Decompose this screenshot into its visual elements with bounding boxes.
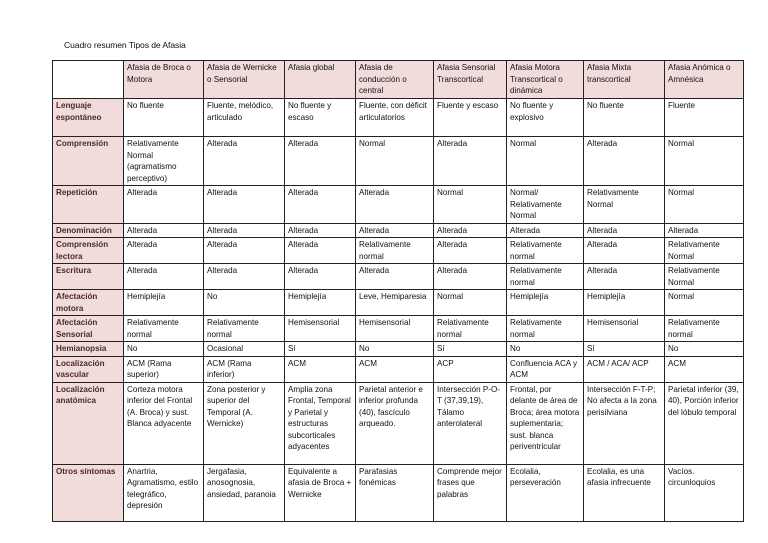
- table-cell: Relativamente normal: [507, 238, 584, 264]
- table-cell: Normal: [434, 186, 507, 224]
- row-header: Otros síntomas: [53, 464, 124, 521]
- table-cell: Normal/ Relativamente Normal: [507, 186, 584, 224]
- table-cell: Comprende mejor frases que palabras: [434, 464, 507, 521]
- table-cell: Confluencia ACA y ACM: [507, 356, 584, 382]
- table-cell: Alterada: [434, 137, 507, 186]
- table-row: [53, 238, 744, 264]
- page-title: Cuadro resumen Tipos de Afasia: [64, 40, 186, 50]
- table-cell: Corteza motora inferior del Frontal (A. Broca) y sust. Blanca adyacente: [124, 382, 204, 464]
- table-cell: Normal: [665, 290, 744, 316]
- table-row: [53, 342, 744, 357]
- table-cell: Normal: [665, 186, 744, 224]
- column-header: Afasia de conducción o central: [356, 61, 434, 99]
- table-cell: Relativamente normal: [665, 316, 744, 342]
- table-cell: Hemisensorial: [285, 316, 356, 342]
- table-row: [53, 264, 744, 290]
- table-cell: Alterada: [204, 264, 285, 290]
- table-cell: Alterada: [285, 264, 356, 290]
- table-cell: No fluente: [124, 99, 204, 137]
- table-cell: ACM (Rama superior): [124, 356, 204, 382]
- table-cell: Ecolalia, es una afasia infrecuente: [584, 464, 665, 521]
- table-cell: Sí: [285, 342, 356, 357]
- column-header: Afasia Mixta transcortical: [584, 61, 665, 99]
- table-cell: ACM (Rama inferior): [204, 356, 285, 382]
- table-cell: No fluente y explosivo: [507, 99, 584, 137]
- table-cell: Relativamente normal: [434, 316, 507, 342]
- column-header: Afasia de Wernicke o Sensorial: [204, 61, 285, 99]
- table-cell: Alterada: [584, 238, 665, 264]
- table-cell: Alterada: [584, 137, 665, 186]
- table-cell: Alterada: [584, 223, 665, 238]
- table-cell: Relativamente Normal: [584, 186, 665, 224]
- table-cell: Alterada: [124, 264, 204, 290]
- table-cell: Relativamente Normal (agramatismo perceptivo): [124, 137, 204, 186]
- table-cell: Alterada: [124, 223, 204, 238]
- table-cell: Alterada: [204, 186, 285, 224]
- table-cell: Parietal anterior e inferior profunda (40), fascículo arqueado.: [356, 382, 434, 464]
- table-cell: Parafasias fonémicas: [356, 464, 434, 521]
- table-cell: ACM: [356, 356, 434, 382]
- table-cell: ACP: [434, 356, 507, 382]
- table-cell: Relativamente normal: [356, 238, 434, 264]
- table-cell: Anartria, Agramatismo, estilo telegráfico, depresión: [124, 464, 204, 521]
- table-row: [53, 316, 744, 342]
- table-cell: Hemiplejía: [507, 290, 584, 316]
- row-header: Comprensión lectora: [53, 238, 124, 264]
- table-cell: Alterada: [356, 186, 434, 224]
- table-cell: ACM: [285, 356, 356, 382]
- table-cell: Sí: [434, 342, 507, 357]
- table-cell: Jergafasia, anosognosia, ansiedad, paranoia: [204, 464, 285, 521]
- row-header: Afectación Sensorial: [53, 316, 124, 342]
- table-cell: Alterada: [285, 137, 356, 186]
- column-header: Afasia Motora Transcortical o dinámica: [507, 61, 584, 99]
- table-cell: No: [124, 342, 204, 357]
- header-row: [53, 61, 744, 99]
- row-header: Lenguaje espontáneo: [53, 99, 124, 137]
- table-cell: Relativamente Normal: [665, 238, 744, 264]
- table-cell: Vacíos. circunloquios: [665, 464, 744, 521]
- column-header: Afasia global: [285, 61, 356, 99]
- table-cell: Alterada: [507, 223, 584, 238]
- table-cell: Equivalente a afasia de Broca + Wernicke: [285, 464, 356, 521]
- table-cell: Hemiplejía: [285, 290, 356, 316]
- table-cell: Alterada: [434, 223, 507, 238]
- table-cell: Hemiplejía: [584, 290, 665, 316]
- row-header: Localización anatómica: [53, 382, 124, 464]
- table-cell: No: [665, 342, 744, 357]
- table-cell: Alterada: [204, 137, 285, 186]
- table-cell: Alterada: [124, 186, 204, 224]
- table-row: [53, 382, 744, 464]
- table-cell: Ocasional: [204, 342, 285, 357]
- table-cell: Intersección F-T-P; No afecta a la zona perisilviana: [584, 382, 665, 464]
- table-cell: Relativamente normal: [507, 264, 584, 290]
- table-cell: Fluente: [665, 99, 744, 137]
- table-row: [53, 99, 744, 137]
- table-row: [53, 137, 744, 186]
- table-row: [53, 356, 744, 382]
- table-cell: Alterada: [204, 223, 285, 238]
- table-row: [53, 290, 744, 316]
- row-header: Localización vascular: [53, 356, 124, 382]
- table-cell: Hemisensorial: [584, 316, 665, 342]
- row-header: Repetición: [53, 186, 124, 224]
- table-cell: Alterada: [285, 223, 356, 238]
- table-cell: Alterada: [356, 223, 434, 238]
- table-cell: Parietal inferior (39, 40), Porción inferior del lóbulo temporal: [665, 382, 744, 464]
- column-header: Afasia Anómica o Amnésica: [665, 61, 744, 99]
- table-row: [53, 223, 744, 238]
- table-cell: Normal: [356, 137, 434, 186]
- table-cell: ACM / ACA/ ACP: [584, 356, 665, 382]
- corner-cell: [53, 61, 124, 99]
- table-cell: Alterada: [124, 238, 204, 264]
- table-cell: Amplia zona Frontal, Temporal y Parietal y estructuras subcorticales adyacentes: [285, 382, 356, 464]
- row-header: Escritura: [53, 264, 124, 290]
- table-cell: Relativamente normal: [204, 316, 285, 342]
- table-cell: Alterada: [665, 223, 744, 238]
- table-cell: Normal: [507, 137, 584, 186]
- table-cell: Sí: [584, 342, 665, 357]
- table-cell: No: [507, 342, 584, 357]
- table-cell: Alterada: [584, 264, 665, 290]
- table-cell: Intersección P-O-T (37,39,19), Tálamo anterolateral: [434, 382, 507, 464]
- table-cell: Zona posterior y superior del Temporal (A. Wernicke): [204, 382, 285, 464]
- table-cell: Hemisensorial: [356, 316, 434, 342]
- table-cell: No fluente y escaso: [285, 99, 356, 137]
- table-cell: Fluente, melódico, articulado: [204, 99, 285, 137]
- table-cell: Leve, Hemiparesia: [356, 290, 434, 316]
- table-row: [53, 464, 744, 521]
- row-header: Denominación: [53, 223, 124, 238]
- column-header: Afasia de Broca o Motora: [124, 61, 204, 99]
- table-cell: No fluente: [584, 99, 665, 137]
- aphasia-summary-table: [52, 60, 744, 522]
- table-cell: Alterada: [204, 238, 285, 264]
- column-header: Afasia Sensorial Transcortical: [434, 61, 507, 99]
- table-cell: Relativamente normal: [507, 316, 584, 342]
- table-cell: Alterada: [285, 238, 356, 264]
- table-cell: Alterada: [434, 264, 507, 290]
- table-cell: Fluente, con déficit articulatorios: [356, 99, 434, 137]
- table-cell: Alterada: [356, 264, 434, 290]
- row-header: Hemianopsia: [53, 342, 124, 357]
- table-cell: Alterada: [285, 186, 356, 224]
- table-cell: Frontal, por delante de área de Broca; área motora suplementaria; sust. blanca periventricular: [507, 382, 584, 464]
- table-cell: Ecolalia, perseveración: [507, 464, 584, 521]
- row-header: Afectación motora: [53, 290, 124, 316]
- table-cell: No: [356, 342, 434, 357]
- table-cell: Normal: [434, 290, 507, 316]
- table-cell: Fluente y escaso: [434, 99, 507, 137]
- table-cell: Relativamente normal: [124, 316, 204, 342]
- table-cell: Normal: [665, 137, 744, 186]
- table-cell: Alterada: [434, 238, 507, 264]
- table-row: [53, 186, 744, 224]
- table-cell: Hemiplejía: [124, 290, 204, 316]
- table-cell: ACM: [665, 356, 744, 382]
- table-cell: No: [204, 290, 285, 316]
- row-header: Comprensión: [53, 137, 124, 186]
- table-cell: Relativamente Normal: [665, 264, 744, 290]
